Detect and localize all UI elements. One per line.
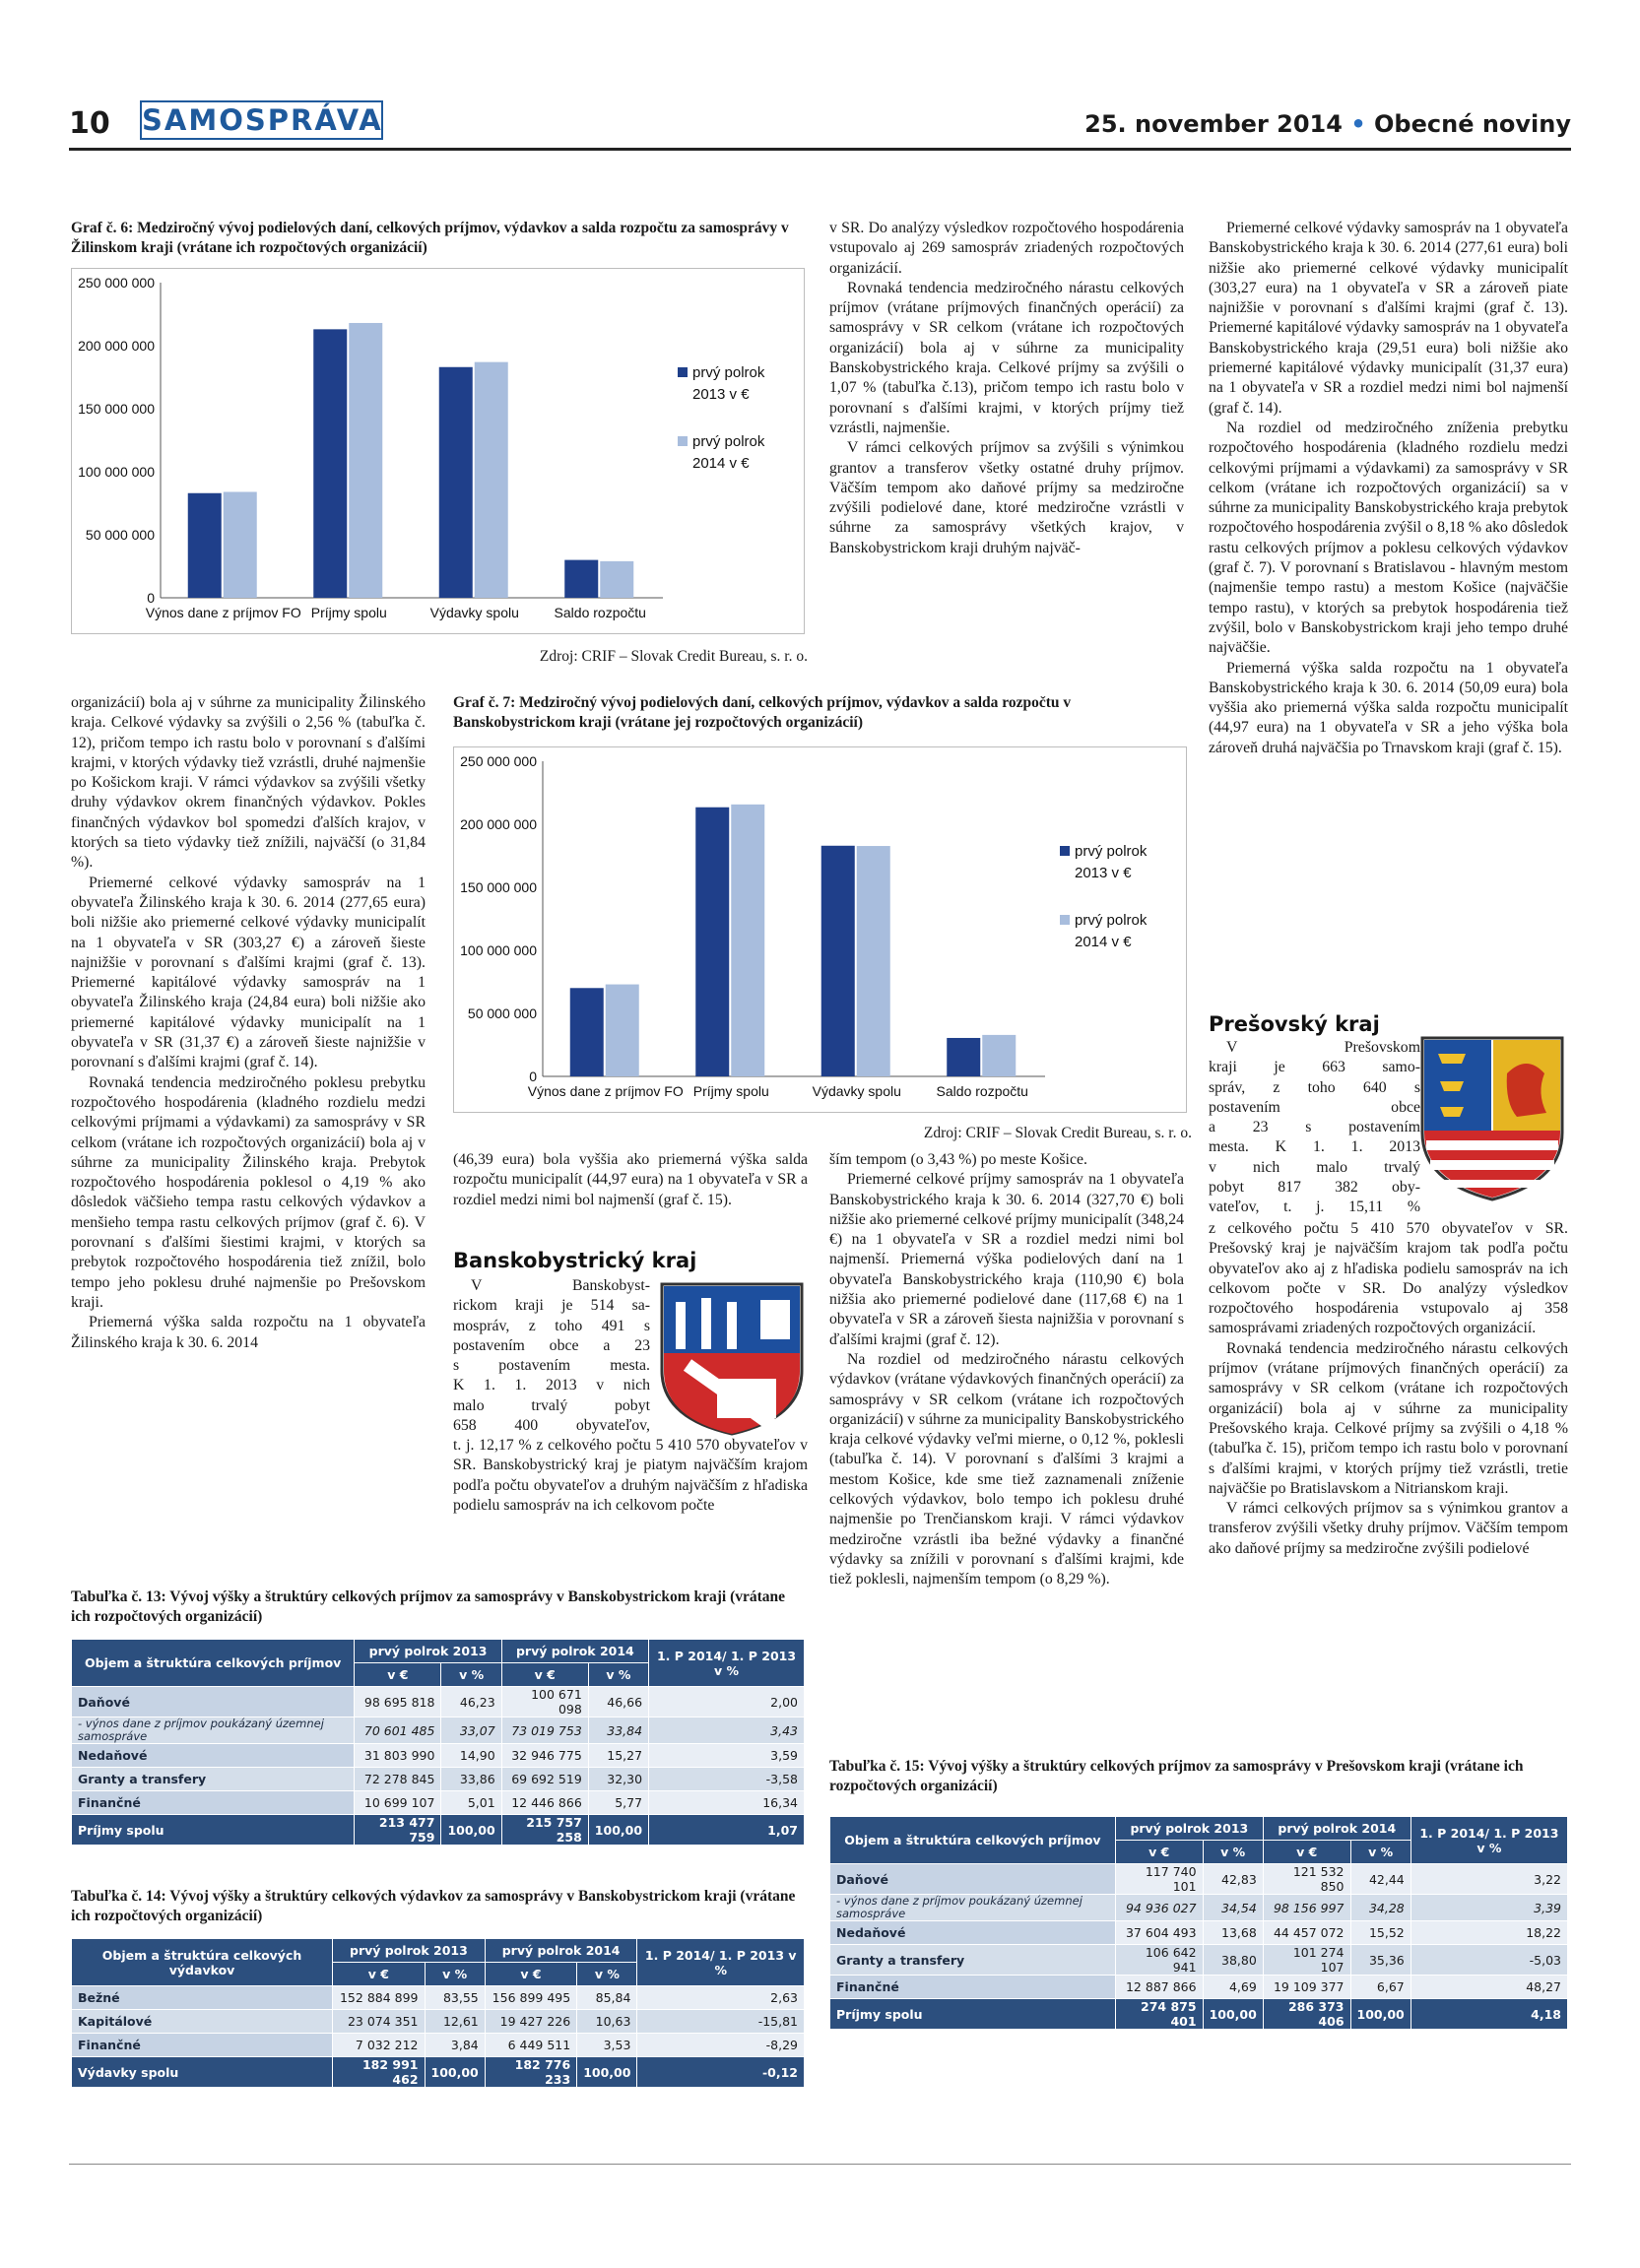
row-label: Finančné: [72, 2034, 333, 2057]
legend-label: 2013 v €: [692, 386, 750, 403]
table-cell: 46,23: [441, 1687, 501, 1717]
table-header-cell: v %: [1203, 1841, 1263, 1864]
table-cell: 100,00: [588, 1815, 648, 1846]
banskobystricky-wrap-text: [453, 1276, 650, 1436]
table-row: [72, 1791, 805, 1815]
table-cell: 4,69: [1203, 1976, 1263, 1999]
table-cell: 70 601 485: [355, 1717, 441, 1744]
table-cell: 94 936 027: [1115, 1895, 1203, 1921]
banskobystricky-body-text: [453, 1436, 808, 1516]
table-cell: 13,68: [1203, 1921, 1263, 1945]
y-tick-label: 0: [147, 590, 155, 606]
table-cell: 32 946 775: [501, 1744, 588, 1768]
wrap-line: v nich malo trvalý: [1209, 1158, 1420, 1176]
table-cell: 100,00: [1203, 1999, 1263, 2030]
graph6-svg: [72, 269, 804, 633]
t13-grid: [71, 1639, 805, 1846]
bar-2014: [606, 985, 639, 1076]
paragraph: Rovnaká tendencia medziročného poklesu prebytku rozpočtového hospodárenia (kladného rozdielu medzi celkovými príjmami a výdavkami) za samosprávy v SR celkom (vrátane ich rozpočtových organizácií) bola aj v súhrne za municipality Žilinského kraja. Prebytok rozpočtového hospodárenia poklesol o 4,19 % ako dôsledok väčšieho tempa rastu celkových výdavkov a menšieho tempa rastu celkových príjmov (graf č. 6). V porovnaní s ďalšími šiestimi krajmi, v ktorých sa prebytok rozpočtového hospodárenia tiež znížil, bolo tempo jeho poklesu druhé najmenšie po Prešovskom kraji.: [71, 1073, 426, 1311]
table-cell: 3,84: [425, 2034, 485, 2057]
table-header-cell: Objem a štruktúra celkových príjmov: [830, 1817, 1116, 1864]
table14-caption: Tabuľka č. 14: Vývoj výšky a štruktúry celkových výdavkov za samosprávy v Banskobystrickom kraji (vrátane ich rozpočtových organizácií): [71, 1888, 796, 1924]
y-tick-label: 50 000 000: [85, 527, 155, 543]
table-row: [830, 1864, 1568, 1895]
table-cell: 72 278 845: [355, 1768, 441, 1791]
bar-2013: [439, 367, 473, 598]
legend-swatch: [678, 367, 688, 377]
graph6-source: Zdroj: CRIF – Slovak Credit Bureau, s. r. o.: [539, 648, 808, 665]
column-2-mid-text: [453, 1150, 808, 1210]
wrap-line: pobyt 817 382 oby-: [1209, 1179, 1420, 1197]
x-category-label: Výnos dane z príjmov FO: [527, 1083, 684, 1099]
table-cell: 98 156 997: [1263, 1895, 1350, 1921]
table-cell: 6,67: [1350, 1976, 1410, 1999]
issue-info: [1084, 110, 1571, 138]
table-cell: 38,80: [1203, 1945, 1263, 1976]
wrap-line: postavením obce a 23: [453, 1336, 650, 1354]
table-cell: 117 740 101: [1115, 1864, 1203, 1895]
y-tick-label: 0: [529, 1069, 537, 1084]
table-cell: 100,00: [425, 2057, 485, 2088]
bar-2014: [982, 1035, 1016, 1076]
table-header-cell: v %: [1350, 1841, 1410, 1864]
table-header-cell: Objem a štruktúra celkových príjmov: [72, 1640, 355, 1687]
table-cell: 156 899 495: [485, 1986, 576, 2010]
table-cell: 10 699 107: [355, 1791, 441, 1815]
table-cell: 42,83: [1203, 1864, 1263, 1895]
graph7-chart: [453, 746, 1187, 1113]
graph7-caption: Graf č. 7: Medziročný vývoj podielových daní, celkových príjmov, výdavkov a salda rozpočtu v Banskobystrickom kraji (vrátane jej rozpočtových organizácií): [453, 694, 1072, 731]
table-row: [72, 1717, 805, 1744]
table-cell: 34,54: [1203, 1895, 1263, 1921]
legend-label: prvý polrok: [1075, 912, 1148, 929]
table-cell: 16,34: [649, 1791, 805, 1815]
table-cell: 34,28: [1350, 1895, 1410, 1921]
wrap-line: s postavením mesta.: [453, 1357, 650, 1375]
table-cell: 101 274 107: [1263, 1945, 1350, 1976]
paragraph: v SR. Do analýzy výsledkov rozpočtového hospodárenia vstupovalo aj 269 samospráv zriadených rozpočtových organizácií.: [829, 220, 1184, 277]
legend-label: 2013 v €: [1075, 865, 1132, 881]
table-cell: 19 109 377: [1263, 1976, 1350, 1999]
table-cell: 46,66: [588, 1687, 648, 1717]
x-category-label: Príjmy spolu: [310, 605, 387, 620]
row-label: Finančné: [72, 1791, 355, 1815]
paragraph: z celkového počtu 5 410 570 obyvateľov v SR. Prešovský kraj je najväčším krajom tak podľa počtu obyvateľov ako aj z hľadiska podielu samospráv na ich celkovom počte v SR. Do analýzy výsledkov rozpočtového hospodárenia vstupovalo aj 358 samosprávami zriadených rozpočtových organizácií.: [1209, 1220, 1568, 1337]
y-tick-label: 250 000 000: [460, 753, 537, 769]
table14: [71, 1938, 805, 2088]
table-cell: 14,90: [441, 1744, 501, 1768]
issue-date: 25. november 2014: [1084, 110, 1343, 138]
table-row: [72, 1986, 805, 2010]
table-cell: 33,07: [441, 1717, 501, 1744]
table-cell: 215 757 258: [501, 1815, 588, 1846]
legend-swatch: [678, 436, 688, 446]
paragraph: Na rozdiel od medziročného nárastu celkových výdavkov (vrátane výdavkových finančných operácií) za samosprávy v SR celkom (vrátane ich rozpočtových organizácií) v súhrne za municipality Banskobystrického kraja celkové výdavky veľmi mierne, o 0,12 %, poklesli (tabuľka č. 14). V porovnaní s ďalšími 3 krajmi a mestom Košice, kde sme tiež zaznamenali zníženie celkových výdavkov, bolo tempo ich poklesu druhé najmenšie po Trenčianskom kraji. V rámci výdavkov medziročne vzrástli iba bežné výdavky a finančné výdavky sa znížili v porovnaní s ďalšími krajmi, kde tiež poklesli, najmenším tempom (o 8,29 %).: [829, 1350, 1184, 1588]
paragraph: Na rozdiel od medziročného zníženia prebytku rozpočtového hospodárenia (kladného rozdielu medzi celkovými príjmami a výdavkami) za samosprávy v SR celkom (vrátane ich rozpočtových organizácií) sa v súhrne za municipality Banskobystrického kraja prebytok rozpočtového hospodárenia zvýšil o 8,18 % ako dôsledok rastu celkových príjmov a poklesu celkových výdavkov (graf č. 7). V porovnaní s Bratislavou - hlavným mestom (najmenšie tempo rastu) a mestom Košice (najväčšie tempo rastu), v ktorých sa prebytok hospodárenia tiež zvýšil, bolo v Banskobystrickom kraji jeho tempo druhé najväčšie.: [1209, 419, 1568, 657]
wrap-line: vateľov, t. j. 15,11 %: [1209, 1199, 1420, 1216]
wrap-line: V Banskobyst-: [471, 1277, 650, 1294]
paragraph: Priemerné celkové príjmy samospráv na 1 obyvateľa Banskobystrického kraja k 30. 6. 2014 (327,70 €) boli nižšie ako priemerné celkové príjmy municipalít (348,24 €) na 1 obyvateľa v SR a rozdiel medzi nimi bol najmenší. Priemerná výška podielových daní na 1 obyvateľa Banskobystrického kraja (110,90 €) bola nižšia ako priemerné podielové dane (117,68 €) na 1 obyvateľa v SR a zároveň šiesta najnižšia v porovnaní s ďalšími krajmi (graf č. 12).: [829, 1171, 1184, 1348]
legend-label: 2014 v €: [1075, 934, 1132, 950]
table-cell: 33,84: [588, 1717, 648, 1744]
table-header-cell: 1. P 2014/ 1. P 2013 v %: [637, 1939, 805, 1986]
banskobystricky-coat-of-arms: [658, 1280, 806, 1438]
table-cell: 4,18: [1410, 1999, 1567, 2030]
row-label: Príjmy spolu: [72, 1815, 355, 1846]
table13-caption: Tabuľka č. 13: Vývoj výšky a štruktúry celkových príjmov za samosprávy v Banskobystrickom kraji (vrátane ich rozpočtových organizácií): [71, 1588, 786, 1625]
table-cell: 100,00: [1350, 1999, 1410, 2030]
paragraph: ším tempom (o 3,43 %) po meste Košice.: [829, 1151, 1087, 1168]
table-cell: 2,00: [649, 1687, 805, 1717]
column-3-top-text: [829, 219, 1184, 558]
table-cell: -0,12: [637, 2057, 805, 2088]
table-header-cell: 1. P 2014/ 1. P 2013 v %: [1410, 1817, 1567, 1864]
column-4-top-text: [1209, 219, 1568, 758]
table-cell: 100,00: [577, 2057, 637, 2088]
table-header-cell: v %: [425, 1963, 485, 1986]
bar-2014: [475, 362, 508, 598]
paragraph: Priemerná výška salda rozpočtu na 1 obyvateľa Banskobystrického kraja k 30. 6. 2014 (50,09 eura) bola vyššia ako priemerná výška salda rozpočtu municipalít (44,97 eura) na 1 obyvateľa v SR a jeho výška bola zároveň druhá najväčšia po Trnavskom kraji (graf č. 15).: [1209, 659, 1568, 756]
table15: [829, 1816, 1568, 2030]
table-cell: 98 695 818: [355, 1687, 441, 1717]
wrap-line: kraji je 663 samo-: [1209, 1059, 1420, 1076]
table-row: [72, 1744, 805, 1768]
table-header-cell: v €: [485, 1963, 576, 1986]
presov-coat-of-arms-image: [1418, 1034, 1566, 1203]
table-header-cell: v €: [355, 1663, 441, 1687]
table-cell: 44 457 072: [1263, 1921, 1350, 1945]
table-cell: 19 427 226: [485, 2010, 576, 2034]
paragraph: Priemerná výška salda rozpočtu na 1 obyvateľa Žilinského kraja k 30. 6. 2014: [71, 1314, 426, 1351]
paragraph: V rámci celkových príjmov sa s výnimkou grantov a transferov zvýšili všetky druhy príjmov. Väčším tempom ako daňové príjmy sa medziročne zvýšili podielové: [1209, 1500, 1568, 1557]
table-cell: 15,52: [1350, 1921, 1410, 1945]
table-cell: 18,22: [1410, 1921, 1567, 1945]
legend-swatch: [1060, 915, 1070, 925]
table-cell: 6 449 511: [485, 2034, 576, 2057]
page-number: 10: [69, 106, 110, 141]
table-cell: 12 446 866: [501, 1791, 588, 1815]
wrap-line: a 23 s postavením: [1209, 1119, 1420, 1136]
table-cell: -5,03: [1410, 1945, 1567, 1976]
wrap-line: malo trvalý pobyt: [453, 1396, 650, 1414]
y-tick-label: 200 000 000: [460, 816, 537, 832]
table-header-cell: v %: [577, 1963, 637, 1986]
table-cell: 31 803 990: [355, 1744, 441, 1768]
x-category-label: Výdavky spolu: [812, 1083, 901, 1099]
table-cell: 182 776 233: [485, 2057, 576, 2088]
table-cell: -15,81: [637, 2010, 805, 2034]
table-cell: 274 875 401: [1115, 1999, 1203, 2030]
table-cell: 12,61: [425, 2010, 485, 2034]
x-category-label: Výdavky spolu: [429, 605, 519, 620]
t15-grid: [829, 1816, 1568, 2030]
table-cell: 15,27: [588, 1744, 648, 1768]
table-header-cell: prvý polrok 2014: [1263, 1817, 1410, 1841]
bar-2013: [695, 808, 729, 1076]
row-label: Daňové: [830, 1864, 1116, 1895]
table-cell: 37 604 493: [1115, 1921, 1203, 1945]
table-header-cell: v %: [588, 1663, 648, 1687]
bar-2014: [349, 323, 382, 598]
table-cell: 3,39: [1410, 1895, 1567, 1921]
table-cell: 42,44: [1350, 1864, 1410, 1895]
table-header-cell: 1. P 2014/ 1. P 2013 v %: [649, 1640, 805, 1687]
bar-2013: [564, 560, 598, 598]
table-cell: 182 991 462: [333, 2057, 425, 2088]
presov-body-text: [1209, 1219, 1568, 1559]
table-cell: 3,59: [649, 1744, 805, 1768]
table-header-cell: prvý polrok 2014: [485, 1939, 637, 1963]
table-cell: 35,36: [1350, 1945, 1410, 1976]
y-tick-label: 150 000 000: [78, 401, 155, 417]
bar-2014: [857, 846, 890, 1076]
table-cell: -3,58: [649, 1768, 805, 1791]
x-category-label: Výnos dane z príjmov FO: [145, 605, 301, 620]
table-header-cell: v %: [441, 1663, 501, 1687]
wrap-line: mesta. K 1. 1. 2013: [1209, 1138, 1420, 1156]
bar-2013: [188, 493, 222, 598]
banskobystricky-coat-of-arms-image: [658, 1280, 806, 1438]
table-cell: 3,53: [577, 2034, 637, 2057]
section-title: SAMOSPRÁVA: [140, 100, 383, 140]
column-1-text: [71, 693, 426, 1353]
table-header-cell: prvý polrok 2014: [501, 1640, 648, 1663]
banskobystricky-heading: Banskobystrický kraj: [453, 1249, 697, 1272]
y-tick-label: 150 000 000: [460, 879, 537, 895]
table-cell: 1,07: [649, 1815, 805, 1846]
table-cell: 286 373 406: [1263, 1999, 1350, 2030]
bar-2013: [313, 329, 347, 598]
table-row: [72, 1768, 805, 1791]
table-cell: 213 477 759: [355, 1815, 441, 1846]
table-header-cell: prvý polrok 2013: [333, 1939, 486, 1963]
row-label: - výnos dane z príjmov poukázaný územnej samospráve: [830, 1895, 1116, 1921]
x-category-label: Príjmy spolu: [692, 1083, 769, 1099]
header-rule: [69, 148, 1571, 151]
paragraph: Priemerné celkové výdavky samospráv na 1 obyvateľa Žilinského kraja k 30. 6. 2014 (277,65 eura) boli nižšie ako priemerné celkové výdavky municipalít na 1 obyvateľa v SR (303,27 €) a zároveň šieste najnižšie v porovnaní s ďalšími krajmi (graf č. 13). Priemerné kapitálové výdavky samospráv na 1 obyvateľa Žilinského kraja (24,84 eura) boli nižšie ako priemerné kapitálové výdavky municipalít na 1 obyvateľa v SR (31,37 €) a zároveň šieste najnižšie v porovnaní s ďalšími krajmi (graf č. 14).: [71, 874, 426, 1071]
table15-caption: Tabuľka č. 15: Vývoj výšky a štruktúry celkových príjmov za samosprávy v Prešovskom kraji (vrátane ich rozpočtových organizácií): [829, 1758, 1524, 1794]
table-cell: 7 032 212: [333, 2034, 425, 2057]
table-cell: 121 532 850: [1263, 1864, 1350, 1895]
table-row: [72, 2057, 805, 2088]
graph7-svg: [454, 747, 1186, 1112]
y-tick-label: 50 000 000: [467, 1005, 537, 1021]
table-cell: 5,77: [588, 1791, 648, 1815]
table-header-cell: v €: [501, 1663, 588, 1687]
bar-2014: [731, 805, 764, 1076]
y-tick-label: 100 000 000: [460, 942, 537, 958]
table-cell: 106 642 941: [1115, 1945, 1203, 1976]
wrap-line: V Prešovskom: [1226, 1039, 1420, 1056]
column-3-mid-text: [829, 1150, 1184, 1590]
table-row: [72, 2034, 805, 2057]
table-row: [830, 1945, 1568, 1976]
table-cell: 23 074 351: [333, 2010, 425, 2034]
graph7-source: Zdroj: CRIF – Slovak Credit Bureau, s. r. o.: [923, 1125, 1192, 1141]
table-header-cell: Objem a štruktúra celkových výdavkov: [72, 1939, 333, 1986]
row-label: Nedaňové: [72, 1744, 355, 1768]
table-cell: 100,00: [441, 1815, 501, 1846]
t14-grid: [71, 1938, 805, 2088]
table-header-cell: prvý polrok 2013: [355, 1640, 501, 1663]
legend-label: prvý polrok: [692, 364, 765, 381]
y-tick-label: 100 000 000: [78, 464, 155, 480]
table-cell: 48,27: [1410, 1976, 1567, 1999]
table-cell: 32,30: [588, 1768, 648, 1791]
row-label: Výdavky spolu: [72, 2057, 333, 2088]
table-header-cell: v €: [333, 1963, 425, 1986]
table-row: [72, 2010, 805, 2034]
table-row: [72, 1815, 805, 1846]
table-cell: 73 019 753: [501, 1717, 588, 1744]
wrap-line: mospráv, z toho 491 s: [453, 1317, 650, 1334]
table-row: [830, 1895, 1568, 1921]
row-label: Granty a transfery: [830, 1945, 1116, 1976]
row-label: Granty a transfery: [72, 1768, 355, 1791]
table-cell: 5,01: [441, 1791, 501, 1815]
legend-label: prvý polrok: [692, 433, 765, 450]
table-cell: 85,84: [577, 1986, 637, 2010]
wrap-line: rickom kraji je 514 sa-: [453, 1297, 650, 1315]
presov-coat-of-arms: [1418, 1034, 1566, 1203]
table-cell: -8,29: [637, 2034, 805, 2057]
legend-label: prvý polrok: [1075, 843, 1148, 860]
y-tick-label: 250 000 000: [78, 275, 155, 291]
paragraph: V rámci celkových príjmov sa zvýšili s výnimkou grantov a transferov všetky ostatné druhy príjmov. Väčším tempom ako daňové príjmy sa medziročne zvýšili podielové dane, ktoré medziročne vzrástli v súhrne za samosprávy všetkých krajov, v Banskobystrickom kraji druhým najväč-: [829, 439, 1184, 556]
table-header-cell: prvý polrok 2013: [1115, 1817, 1263, 1841]
presov-heading: Prešovský kraj: [1209, 1012, 1380, 1036]
y-tick-label: 200 000 000: [78, 338, 155, 354]
table-row: [830, 1976, 1568, 1999]
row-label: Finančné: [830, 1976, 1116, 1999]
paragraph: Rovnaká tendencia medziročného nárastu celkových príjmov (vrátane príjmových finančných operácií) za samosprávy v SR celkom (vrátane ich rozpočtových organizácií) bola aj v súhrne za municipality Banskobystrického kraja. Celkové príjmy sa zvýšili o 1,07 % (tabuľka č.13), pričom tempo ich rastu bolo v porovnaní s ďalšími krajmi, v ktorých príjmy tiež vzrástli, najmenšie.: [829, 279, 1184, 436]
footer-rule: [69, 2164, 1571, 2165]
presov-wrap-text: [1209, 1038, 1420, 1218]
row-label: - výnos dane z príjmov poukázaný územnej samospráve: [72, 1717, 355, 1744]
table-row: [830, 1921, 1568, 1945]
table-cell: 10,63: [577, 2010, 637, 2034]
table-header-cell: v €: [1263, 1841, 1350, 1864]
table-cell: 3,43: [649, 1717, 805, 1744]
bar-2014: [600, 561, 633, 598]
table-cell: 100 671 098: [501, 1687, 588, 1717]
legend-swatch: [1060, 846, 1070, 856]
bar-2014: [224, 491, 257, 598]
table-cell: 83,55: [425, 1986, 485, 2010]
row-label: Nedaňové: [830, 1921, 1116, 1945]
paragraph: Rovnaká tendencia medziročného nárastu celkových príjmov (vrátane príjmových finančných operácií) za samosprávy v SR celkom (vrátane ich rozpočtových organizácií) bola aj v súhrne za municipality Prešovského kraja. Celkové príjmy sa zvýšili o 4,18 % (tabuľka č. 15), pričom tempo ich rastu bolo v porovnaní s ďalšími krajmi, v ktorých príjmy tiež vzrástli, tretie najväčšie po Bratislavskom a Nitrianskom kraji.: [1209, 1339, 1568, 1497]
wrap-line: K 1. 1. 2013 v nich: [453, 1377, 650, 1394]
x-category-label: Saldo rozpočtu: [554, 605, 646, 620]
graph6-caption: Graf č. 6: Medziročný vývoj podielových daní, celkových príjmov, výdavkov a salda rozpočtu za samosprávy v Žilinskom kraji (vrátane ich rozpočtových organizácií): [71, 220, 789, 256]
graph6-chart: [71, 268, 805, 634]
paragraph: t. j. 12,17 % z celkového počtu 5 410 570 obyvateľov v SR. Banskobystrický kraj je piatym najväčším krajom podľa počtu obyvateľov a druhým najväčším z hľadiska podielu samospráv na ich celkovom počte: [453, 1437, 808, 1514]
paragraph: (46,39 eura) bola vyššia ako priemerná výška salda rozpočtu municipalít (44,97 eura) na 1 obyvateľa v SR a rozdiel medzi nimi bol najmenší (graf č. 15).: [453, 1151, 808, 1208]
table-cell: 152 884 899: [333, 1986, 425, 2010]
row-label: Príjmy spolu: [830, 1999, 1116, 2030]
publication-name: Obecné noviny: [1374, 110, 1571, 138]
table-cell: 3,22: [1410, 1864, 1567, 1895]
table13: [71, 1639, 805, 1846]
wrap-line: správ, z toho 640 s: [1209, 1078, 1420, 1096]
row-label: Bežné: [72, 1986, 333, 2010]
bar-2013: [570, 988, 604, 1076]
table-cell: 69 692 519: [501, 1768, 588, 1791]
wrap-line: postavením obce: [1209, 1098, 1420, 1116]
separator-dot: •: [1350, 110, 1366, 138]
legend-label: 2014 v €: [692, 455, 750, 472]
table-header-cell: v €: [1115, 1841, 1203, 1864]
x-category-label: Saldo rozpočtu: [936, 1083, 1028, 1099]
wrap-line: 658 400 obyvateľov,: [453, 1417, 650, 1435]
table-cell: 2,63: [637, 1986, 805, 2010]
bar-2013: [821, 846, 855, 1076]
paragraph: Priemerné celkové výdavky samospráv na 1 obyvateľa Banskobystrického kraja k 30. 6. 2014 (277,61 eura) boli nižšie ako priemerné celkové výdavky municipalít (303,27 eura) na 1 obyvateľa v SR a zároveň piate najnižšie v porovnaní s ďalšími krajmi (graf č. 13). Priemerné kapitálové výdavky samospráv na 1 obyvateľa Banskobystrického kraja (29,51 eura) boli nižšie ako priemerné kapitálové výdavky municipalít (31,37 eura) na 1 obyvateľa v SR a rozdiel medzi nimi bol najmenší (graf č. 14).: [1209, 220, 1568, 417]
paragraph: organizácií) bola aj v súhrne za municipality Žilinského kraja. Celkové výdavky sa zvýšili o 2,56 % (tabuľka č. 12), pričom tempo ich rastu bolo v porovnaní s ďalšími krajmi, v ktorých výdavky tiež vzrástli, druhé najmenšie po Košickom kraji. V rámci výdavkov sa zvýšili všetky druhy výdavkov okrem finančných výdavkov. Pokles finančných výdavkov bol spomedzi ďalších krajov, v ktorých sa tieto výdavky tiež znížili, najväčší (o 31,84 %).: [71, 694, 426, 872]
table-row: [830, 1999, 1568, 2030]
table-cell: 33,86: [441, 1768, 501, 1791]
table-cell: 12 887 866: [1115, 1976, 1203, 1999]
bar-2013: [947, 1038, 980, 1076]
table-row: [72, 1687, 805, 1717]
row-label: Kapitálové: [72, 2010, 333, 2034]
row-label: Daňové: [72, 1687, 355, 1717]
